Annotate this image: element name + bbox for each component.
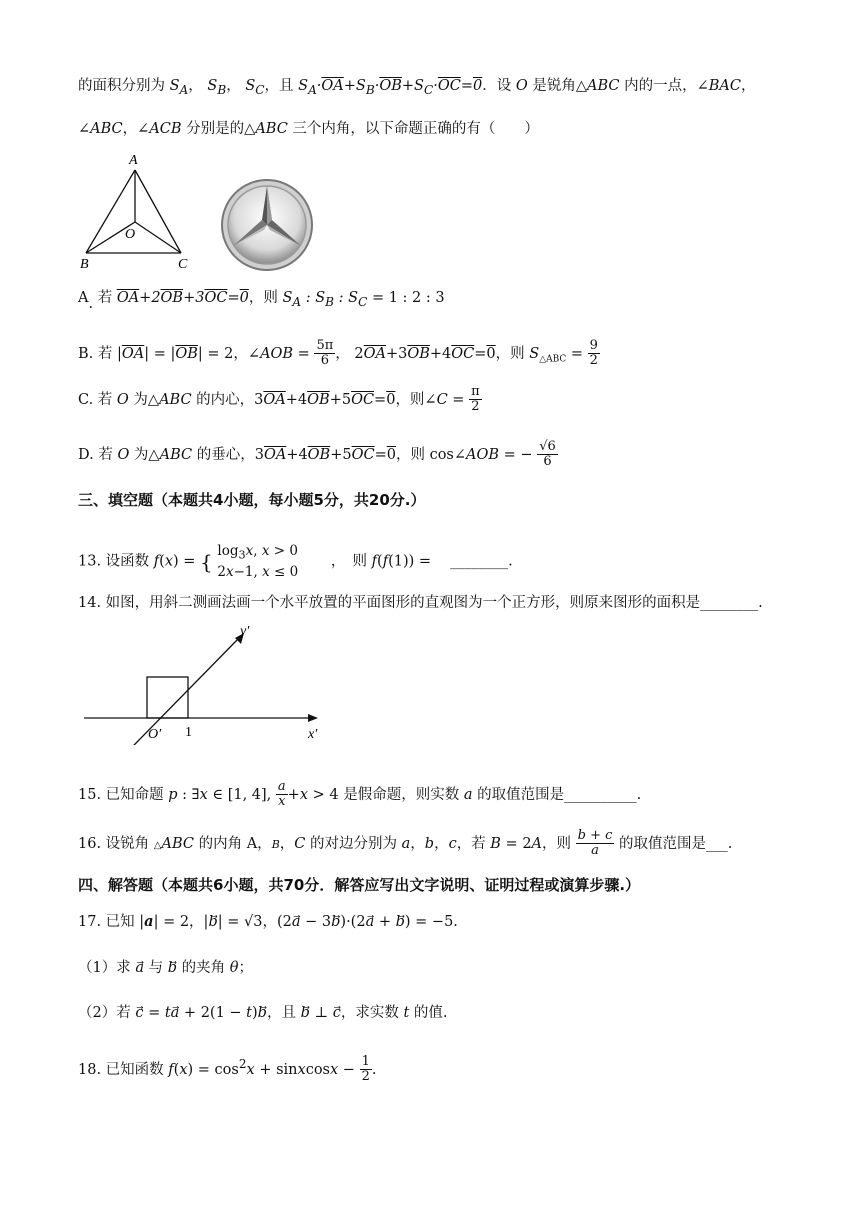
question-14: 14. 如图，用斜二测画法画一个水平放置的平面图形的直观图为一个正方形，则原来图形的面积是________. [78,595,763,611]
question-13: 13. 设函数 f(x) = { $\log_3x$, x > 0 2x−1, x ≤ 0 ， 则 f(f(1)) = ________. [78,543,513,580]
question-17: 17. 已知 |a| = 2，|b⃗| = √3，(2a⃗ − 3b⃗)·(2a⃗ + b⃗) = −5. [78,913,458,930]
question-17-part-1: （1）求 a⃗ 与 b⃗ 的夹角 θ； [78,960,253,976]
question-18: 18. 已知函数 $f(x) = \cos^2x$ + sinxcosx − $\frac{1}{2}$ . [78,1054,377,1085]
y-axis [90,637,240,745]
option-b: B. 若 $|\overline{OA}| = |\overline{OB}| = 2$，∠AOB = $\frac{5\pi}{6}$ ， $2\overline{OA}+3\overline{OB}+4\overline{OC}=0$，则 $S_{\triangle ABC}$ = $\frac{9}{2}$ [78,338,598,369]
option-a: A. 若 $\overline{OA}+2\overline{OB}+3\overline{OC}=0$，则 $S_A$ : $S_B$ : $S_C = 1$ : 2 : 3 [78,290,445,312]
triangle-figure [78,150,198,275]
question-16: 16. 设锐角 △ABC 的内角 A，B，C 的对边分别为 a，b，c，若 B = 2A，则 $\frac{b + c}{a}$ 的取值范围是___. [78,828,733,859]
intro-line-1: 的面积分别为 $S_A$， $S_B$， $S_C$，且 $S_A\cdot\overline{OA}+S_B\cdot\overline{OB}+S_C\cdot\overline{OC}=0$．设 O 是锐角△ABC 内的一点，∠BAC， [78,78,756,97]
label-x-prime: x′ [308,727,318,742]
edge-AC [135,170,181,253]
label-origin: O′ [148,727,162,742]
question-15: 15. 已知命题 p : ∃x ∈ [1, 4], $\frac{a}{x}$ +x > 4 是假命题，则实数 a 的取值范围是__________. [78,779,642,810]
segment-OC [135,222,181,253]
mercedes-logo-image [220,178,314,272]
section-3-heading: 三、填空题（本题共4小题，每小题5分，共20分.） [78,491,426,509]
line-text: 的面积分别为 [78,78,165,94]
option-c: C. 若 O 为△ABC 的内心，$3\overline{OA}+4\overline{OB}+5\overline{OC}=0$，则∠C = $\frac{\pi}{2}$ [78,384,480,415]
label-C: C [178,257,188,272]
label-one: 1 [185,725,192,740]
oblique-axes-figure [80,615,340,745]
label-y-prime: y′ [240,624,250,639]
section-4-heading: 四、解答题（本题共6小题，共70分．解答应写出文字说明、证明过程或演算步骤.） [78,876,641,894]
question-17-part-2: （2）若 c⃗ = ta⃗ + 2(1 − t)b⃗，且 b⃗ ⊥ c⃗，求实数 t 的值. [78,1005,448,1021]
label-A: A [129,153,138,168]
option-d: D. 若 O 为△ABC 的垂心，$3\overline{OA}+4\overline{OB}+5\overline{OC}=0$，则 cos∠AOB = − $\frac{√6}{6}$ [78,439,556,470]
intro-line-2: ∠ABC，∠ACB 分别是的△ABC 三个内角，以下命题正确的有（ ） [78,121,539,137]
label-O: O [125,227,136,242]
label-B: B [80,257,89,272]
